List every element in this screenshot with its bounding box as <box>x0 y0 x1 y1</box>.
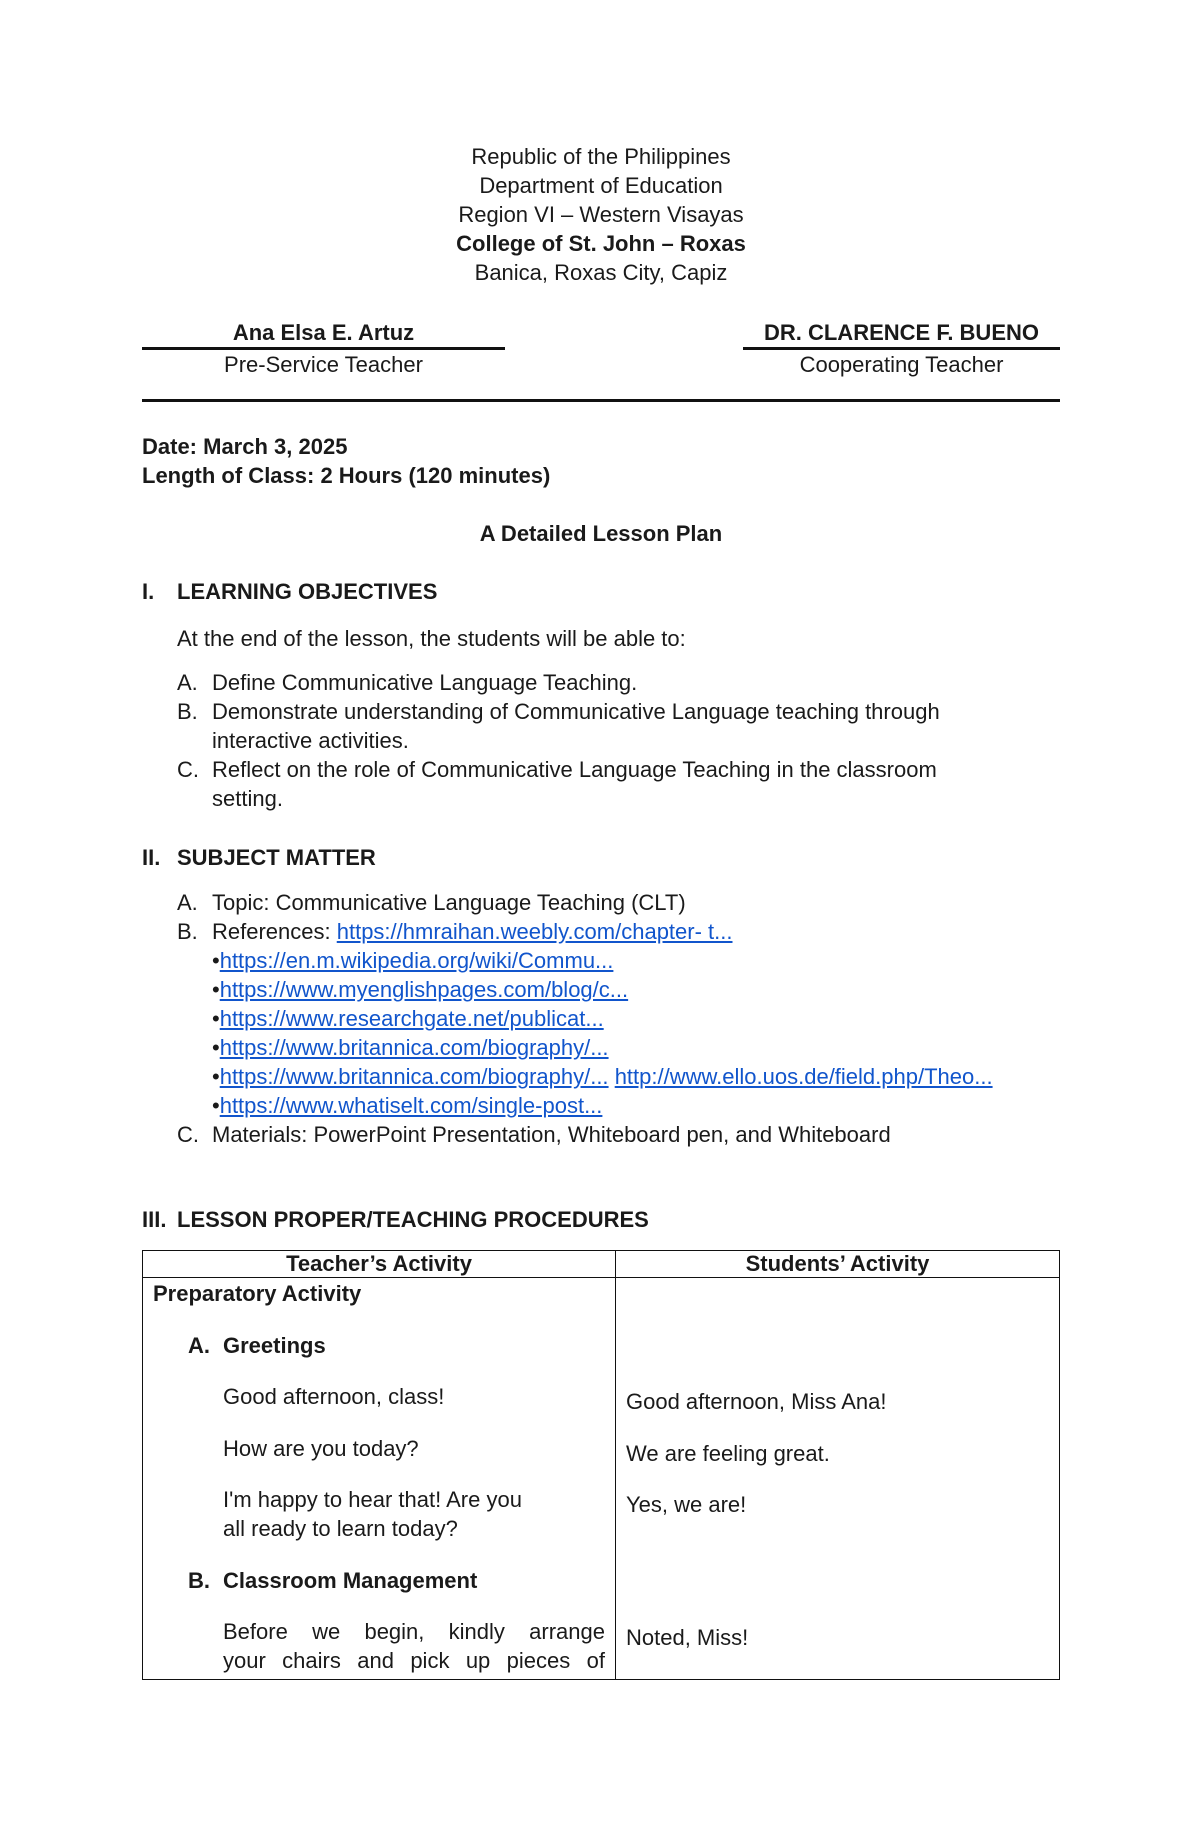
objective-item <box>142 668 1060 697</box>
item-marker: B. <box>177 699 198 724</box>
references-label: References: <box>212 919 337 944</box>
bullet: • <box>212 977 220 1002</box>
item-text: Classroom Management <box>223 1567 478 1593</box>
reference-link[interactable]: https://www.researchgate.net/publicat... <box>219 1006 604 1031</box>
lesson-length: Length of Class: 2 Hours (120 minutes) <box>142 463 551 488</box>
item-text: Define Communicative Language Teaching. <box>212 670 638 695</box>
section-number: I. <box>142 579 155 604</box>
objectives-intro: At the end of the lesson, the students will be able to: <box>177 626 686 651</box>
teacher-line: How are you today? <box>223 1435 419 1461</box>
signatory-name: DR. CLARENCE F. BUENO <box>743 318 1060 350</box>
reference-link[interactable]: https://www.britannica.com/biography/... <box>219 1035 609 1060</box>
school-header <box>142 142 1060 287</box>
item-marker: A. <box>188 1332 210 1358</box>
section-title: SUBJECT MATTER <box>177 845 376 870</box>
table-header-row <box>143 1251 1060 1278</box>
preparatory-activity-heading: Preparatory Activity <box>153 1281 362 1306</box>
reference-line <box>142 1091 1060 1120</box>
teacher-activity-cell <box>143 1278 616 1680</box>
student-line: We are feeling great. <box>626 1440 830 1466</box>
reference-link[interactable]: https://hmraihan.weebly.com/chapter- t... <box>336 919 733 944</box>
item-marker: C. <box>177 1122 199 1147</box>
greetings-heading <box>153 1332 605 1361</box>
teacher-line: Good afternoon, class! <box>223 1384 445 1410</box>
signatory-pre-service <box>142 318 505 379</box>
reference-link[interactable]: https://www.myenglishpages.com/blog/c... <box>219 977 629 1002</box>
bullet: • <box>212 1093 220 1118</box>
subject-topic <box>142 888 1060 917</box>
section-heading-procedures <box>142 1206 649 1235</box>
header-line-republic: Republic of the Philippines <box>471 144 731 169</box>
signatory-cooperating <box>743 318 1060 379</box>
reference-line <box>142 946 1060 975</box>
student-line: Noted, Miss! <box>626 1624 749 1650</box>
document-page <box>142 0 1060 1835</box>
column-header-students: Students’ Activity <box>616 1251 1060 1278</box>
teacher-line: your chairs and pick up pieces of <box>223 1647 605 1673</box>
subject-matter-block <box>142 888 1060 1149</box>
lesson-date: Date: March 3, 2025 <box>142 434 348 459</box>
item-marker: A. <box>177 670 198 695</box>
section-heading-objectives <box>142 578 437 607</box>
document-title: A Detailed Lesson Plan <box>479 521 723 546</box>
reference-link[interactable]: https://www.britannica.com/biography/... <box>219 1064 609 1089</box>
bullet: • <box>212 1064 220 1089</box>
student-line: Good afternoon, Miss Ana! <box>626 1389 887 1414</box>
bullet: • <box>212 1006 220 1031</box>
students-activity-cell <box>616 1278 1060 1680</box>
signatory-role: Cooperating Teacher <box>799 352 1004 377</box>
header-divider <box>142 399 1060 402</box>
objectives-block <box>142 624 1060 813</box>
subject-materials <box>142 1120 1060 1149</box>
signatory-name: Ana Elsa E. Artuz <box>142 318 505 350</box>
item-marker: C. <box>177 757 199 782</box>
bullet: • <box>212 1035 220 1060</box>
table-row <box>143 1278 1060 1680</box>
header-line-region: Region VI – Western Visayas <box>458 202 744 227</box>
objective-item <box>142 755 992 813</box>
item-text: Demonstrate understanding of Communicative Language teaching through interactive activities. <box>212 699 940 753</box>
objective-item <box>142 697 992 755</box>
reference-line <box>142 975 1060 1004</box>
column-header-teacher: Teacher’s Activity <box>143 1251 616 1278</box>
item-marker: A. <box>177 890 198 915</box>
teacher-line: Before we begin, kindly arrange <box>223 1619 605 1645</box>
signatory-role: Pre-Service Teacher <box>224 352 423 377</box>
lesson-meta <box>142 432 550 490</box>
item-text: Greetings <box>223 1332 326 1358</box>
section-number: III. <box>142 1207 167 1232</box>
subject-references <box>142 917 1060 946</box>
reference-link[interactable]: https://en.m.wikipedia.org/wiki/Commu... <box>219 948 614 973</box>
section-title: LESSON PROPER/TEACHING PROCEDURES <box>177 1207 649 1232</box>
section-heading-subject <box>142 844 376 873</box>
reference-line <box>142 1004 1060 1033</box>
item-text: Reflect on the role of Communicative Language Teaching in the classroom setting. <box>212 757 937 811</box>
item-marker: B. <box>188 1567 210 1593</box>
section-title: LEARNING OBJECTIVES <box>177 579 438 604</box>
header-line-department: Department of Education <box>479 173 723 198</box>
reference-line <box>142 1062 1060 1091</box>
lesson-procedure-table <box>142 1250 1060 1680</box>
item-marker: B. <box>177 919 198 944</box>
reference-line <box>142 1033 1060 1062</box>
item-text: Topic: Communicative Language Teaching (CLT) <box>212 890 686 915</box>
teacher-line: I'm happy to hear that! Are you all ready to learn today? <box>223 1487 522 1541</box>
section-number: II. <box>142 845 161 870</box>
bullet: • <box>212 948 220 973</box>
reference-link[interactable]: http://www.ello.uos.de/field.php/Theo... <box>614 1064 993 1089</box>
header-address: Banica, Roxas City, Capiz <box>474 260 728 285</box>
student-line: Yes, we are! <box>626 1492 747 1518</box>
classroom-management-heading <box>153 1567 605 1596</box>
reference-link[interactable]: https://www.whatiselt.com/single-post... <box>219 1093 603 1118</box>
item-text: Materials: PowerPoint Presentation, Whiteboard pen, and Whiteboard <box>212 1122 891 1147</box>
header-school-name: College of St. John – Roxas <box>456 231 746 256</box>
